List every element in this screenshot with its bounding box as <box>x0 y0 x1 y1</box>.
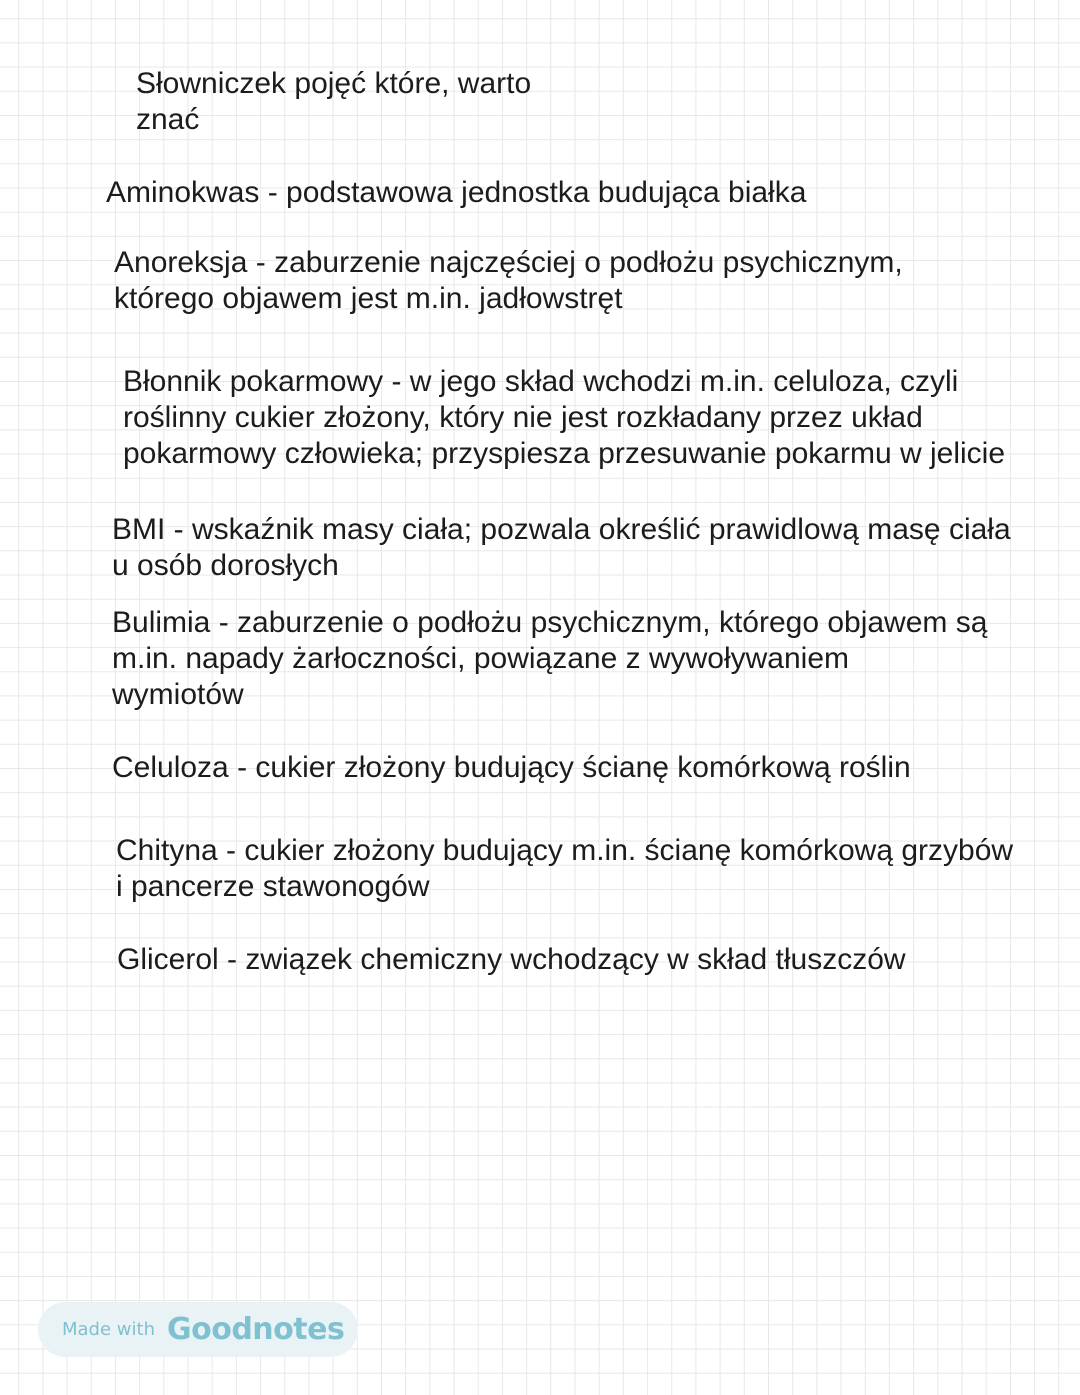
definition-line: wymiotów <box>112 678 244 711</box>
definition-line: pokarmowy człowieka; przyspiesza przesuwanie pokarmu w jelicie <box>123 437 1006 470</box>
definition-aminokwas <box>106 175 806 211</box>
badge-prefix: Made with <box>62 1319 155 1340</box>
definition-line: Aminokwas - podstawowa jednostka budująca białka <box>106 176 807 209</box>
definition-line: i pancerze stawonogów <box>116 870 430 903</box>
definition-line: u osób dorosłych <box>112 549 339 582</box>
definition-glicerol <box>117 942 906 978</box>
goodnotes-logo: Goodnotes <box>166 1312 345 1347</box>
definition-bulimia <box>112 605 987 713</box>
definition-line: roślinny cukier złożony, który nie jest rozkładany przez układ <box>123 401 923 434</box>
definition-chityna <box>116 833 1013 905</box>
made-with-goodnotes-badge <box>38 1302 358 1357</box>
definition-line: Błonnik pokarmowy - w jego skład wchodzi m.in. celuloza, czyli <box>123 365 959 398</box>
definition-celuloza <box>112 750 911 786</box>
definition-anoreksja <box>114 245 903 317</box>
page-title-line: znać <box>136 103 200 136</box>
definition-line: Glicerol - związek chemiczny wchodzący w skład tłuszczów <box>117 943 906 976</box>
definition-line: Celuloza - cukier złożony budujący ścianę komórkową roślin <box>112 751 911 784</box>
definition-line: Bulimia - zaburzenie o podłożu psychicznym, którego objawem są <box>112 606 988 639</box>
definition-line: m.in. napady żarłoczności, powiązane z wywoływaniem <box>112 642 849 675</box>
page-title-line: Słowniczek pojęć które, warto <box>136 67 532 100</box>
definition-line: Chityna - cukier złożony budujący m.in. ścianę komórkową grzybów <box>116 834 1014 867</box>
definition-line: Anoreksja - zaburzenie najczęściej o podłożu psychicznym, <box>114 246 903 279</box>
definition-blonnik <box>123 364 1005 472</box>
page-title <box>136 66 531 138</box>
definition-line: BMI - wskaźnik masy ciała; pozwala określić prawidlową masę ciała <box>112 513 1011 546</box>
definition-line: którego objawem jest m.in. jadłowstręt <box>114 282 623 315</box>
definition-bmi <box>112 512 1011 584</box>
